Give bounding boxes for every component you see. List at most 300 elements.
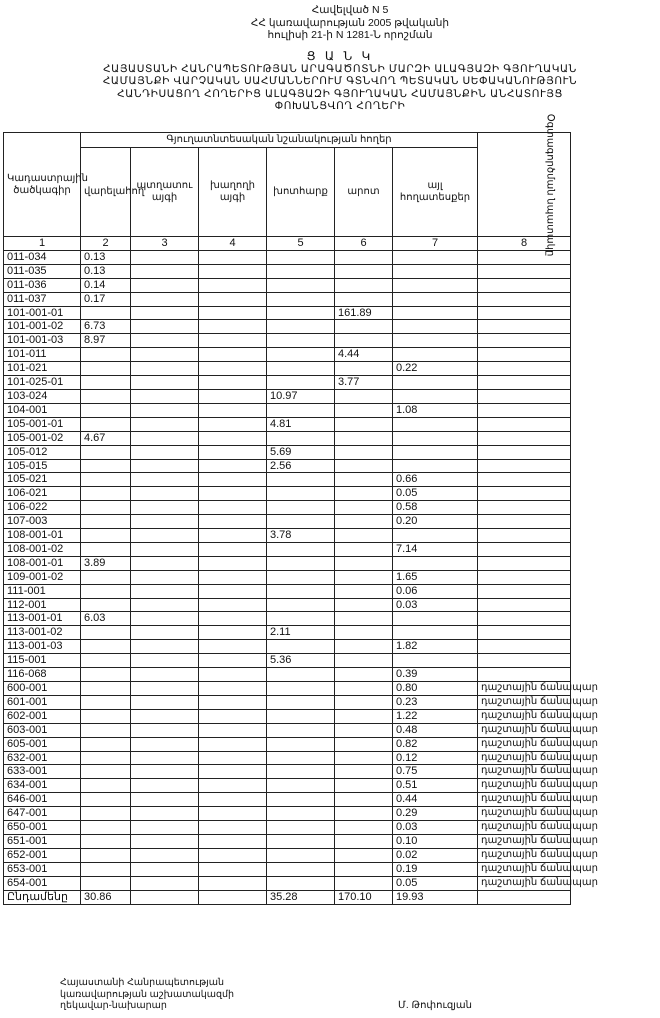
arable-value: 0.13 [81,250,131,264]
vineyard-value [199,709,267,723]
total-purpose [478,890,571,904]
table-row [4,487,571,501]
orchard-value [131,459,199,473]
other-value [393,556,478,570]
arable-value [81,834,131,848]
pasture-value [335,640,393,654]
pasture-value [335,389,393,403]
pasture-value [335,807,393,821]
hayfield-value [267,737,335,751]
pasture-value [335,584,393,598]
cadastral-code: 011-035 [4,264,81,278]
footer-line-1: Հայաստանի Հանրապետության [60,977,224,988]
arable-value [81,723,131,737]
other-value: 0.03 [393,598,478,612]
table-row [4,695,571,709]
hayfield-value [267,793,335,807]
annex-line-3: հուլիսի 21-ի N 1281-Ն որոշման [267,29,433,41]
other-value: 7.14 [393,542,478,556]
hayfield-value [267,612,335,626]
purpose-value: դաշտային ճանապար [478,765,571,779]
arable-value [81,668,131,682]
header-hayfield: խոտհարք [267,148,335,237]
orchard-value [131,723,199,737]
pasture-value [335,821,393,835]
table-row [4,362,571,376]
table-row [4,709,571,723]
other-value: 0.75 [393,765,478,779]
arable-value [81,779,131,793]
table-row [4,501,571,515]
table-row [4,668,571,682]
other-value: 0.66 [393,473,478,487]
arable-value [81,682,131,696]
purpose-value [478,570,571,584]
table-row [4,584,571,598]
other-value [393,417,478,431]
table-row [4,807,571,821]
purpose-value [478,264,571,278]
header-agricultural-group: Գյուղատնտեսական նշանակության հողեր [81,133,478,148]
vineyard-value [199,403,267,417]
orchard-value [131,278,199,292]
pasture-value [335,264,393,278]
table-row [4,862,571,876]
pasture-value [335,445,393,459]
other-value: 0.29 [393,807,478,821]
vineyard-value [199,501,267,515]
other-value: 0.39 [393,668,478,682]
vineyard-value [199,376,267,390]
purpose-value [478,389,571,403]
annex-line-1: Հավելված N 5 [311,4,389,16]
vineyard-value [199,862,267,876]
pasture-value [335,278,393,292]
arable-value [81,695,131,709]
hayfield-value [267,362,335,376]
hayfield-value [267,848,335,862]
table-row [4,598,571,612]
cadastral-code: 105-001-02 [4,431,81,445]
hayfield-value [267,584,335,598]
orchard-value [131,264,199,278]
cadastral-code: 632-001 [4,751,81,765]
vineyard-value [199,250,267,264]
purpose-value [478,626,571,640]
cadastral-code: 105-001-01 [4,417,81,431]
cadastral-code: 101-011 [4,348,81,362]
purpose-value: դաշտային ճանապար [478,751,571,765]
orchard-value [131,431,199,445]
vineyard-value [199,389,267,403]
other-value [393,348,478,362]
cadastral-code: 654-001 [4,876,81,890]
purpose-value: դաշտային ճանապար [478,723,571,737]
cadastral-code: 101-001-01 [4,306,81,320]
cadastral-code: 101-021 [4,362,81,376]
vineyard-value [199,292,267,306]
purpose-value: դաշտային ճանապար [478,695,571,709]
footer-signature-block [60,977,234,1012]
cadastral-code: 651-001 [4,834,81,848]
vineyard-value [199,264,267,278]
table-row [4,821,571,835]
header-purpose-label: Օգտագործման նպատակը [544,113,556,256]
orchard-value [131,584,199,598]
arable-value [81,709,131,723]
purpose-value [478,376,571,390]
pasture-value [335,612,393,626]
other-value [393,654,478,668]
col-number: 4 [199,237,267,251]
orchard-value [131,682,199,696]
orchard-value [131,389,199,403]
arable-value: 0.17 [81,292,131,306]
orchard-value [131,417,199,431]
hayfield-value [267,821,335,835]
orchard-value [131,640,199,654]
purpose-value [478,501,571,515]
table-row [4,445,571,459]
vineyard-value [199,334,267,348]
other-value [393,264,478,278]
header-cadastral: Կադաստրային ծածկագիր [4,133,81,237]
vineyard-value [199,584,267,598]
pasture-value [335,779,393,793]
vineyard-value [199,473,267,487]
pasture-value [335,723,393,737]
hayfield-value [267,640,335,654]
cadastral-code: 109-001-02 [4,570,81,584]
table-row [4,834,571,848]
pasture-value [335,542,393,556]
hayfield-value [267,264,335,278]
table-row [4,334,571,348]
hayfield-value [267,473,335,487]
purpose-value [478,306,571,320]
arable-value [81,598,131,612]
arable-value [81,306,131,320]
purpose-value [478,473,571,487]
hayfield-value [267,431,335,445]
arable-value: 6.73 [81,320,131,334]
total-hayfield: 35.28 [267,890,335,904]
arable-value [81,529,131,543]
other-value [393,459,478,473]
purpose-value: դաշտային ճանապար [478,793,571,807]
vineyard-value [199,459,267,473]
pasture-value [335,459,393,473]
hayfield-value: 3.78 [267,529,335,543]
hayfield-value [267,487,335,501]
arable-value [81,876,131,890]
hayfield-value [267,542,335,556]
arable-value [81,862,131,876]
other-value [393,626,478,640]
cadastral-code: 650-001 [4,821,81,835]
table-row [4,612,571,626]
pasture-value [335,320,393,334]
hayfield-value [267,598,335,612]
table-row [4,306,571,320]
table-row [4,542,571,556]
arable-value [81,751,131,765]
other-value: 0.80 [393,682,478,696]
pasture-value [335,654,393,668]
arable-value: 0.14 [81,278,131,292]
orchard-value [131,765,199,779]
table-row [4,556,571,570]
orchard-value [131,862,199,876]
cadastral-code: 634-001 [4,779,81,793]
table-row [4,570,571,584]
table-row [4,779,571,793]
purpose-value [478,612,571,626]
purpose-value [478,403,571,417]
other-value [393,306,478,320]
pasture-value [335,598,393,612]
table-row [4,459,571,473]
pasture-value [335,626,393,640]
vineyard-value [199,320,267,334]
header-vineyard: խաղողի այգի [199,148,267,237]
purpose-value [478,459,571,473]
pasture-value [335,431,393,445]
table-row [4,723,571,737]
pasture-value [335,362,393,376]
pasture-value [335,695,393,709]
table-row [4,793,571,807]
vineyard-value [199,793,267,807]
table-row [4,278,571,292]
hayfield-value [267,403,335,417]
vineyard-value [199,695,267,709]
table-row [4,417,571,431]
vineyard-value [199,306,267,320]
purpose-value [478,431,571,445]
pasture-value [335,556,393,570]
orchard-value [131,445,199,459]
purpose-value [478,292,571,306]
cadastral-code: 113-001-03 [4,640,81,654]
table-row [4,431,571,445]
arable-value: 0.13 [81,264,131,278]
cadastral-code: 646-001 [4,793,81,807]
purpose-value [478,487,571,501]
pasture-value [335,709,393,723]
col-number: 1 [4,237,81,251]
vineyard-value [199,362,267,376]
orchard-value [131,292,199,306]
hayfield-value [267,376,335,390]
pasture-value [335,737,393,751]
pasture-value [335,515,393,529]
arable-value [81,459,131,473]
arable-value [81,765,131,779]
pasture-value [335,682,393,696]
pasture-value [335,417,393,431]
hayfield-value [267,779,335,793]
other-value [393,292,478,306]
orchard-value [131,320,199,334]
vineyard-value [199,626,267,640]
pasture-value [335,848,393,862]
cadastral-code: 111-001 [4,584,81,598]
vineyard-value [199,765,267,779]
cadastral-code: 105-021 [4,473,81,487]
cadastral-code: 647-001 [4,807,81,821]
cadastral-code: 112-001 [4,598,81,612]
table-row [4,376,571,390]
arable-value [81,389,131,403]
col-number: 8 [478,237,571,251]
cadastral-code: 605-001 [4,737,81,751]
cadastral-code: 103-024 [4,389,81,403]
table-row [4,389,571,403]
cadastral-code: 011-037 [4,292,81,306]
purpose-value [478,529,571,543]
cadastral-code: 652-001 [4,848,81,862]
hayfield-value [267,723,335,737]
vineyard-value [199,542,267,556]
pasture-value [335,765,393,779]
cadastral-code: 653-001 [4,862,81,876]
hayfield-value [267,334,335,348]
cadastral-code: 115-001 [4,654,81,668]
other-value: 0.03 [393,821,478,835]
hayfield-value: 5.36 [267,654,335,668]
cadastral-code: 101-001-03 [4,334,81,348]
orchard-value [131,556,199,570]
cadastral-code: 101-001-02 [4,320,81,334]
other-value [393,320,478,334]
pasture-value [335,529,393,543]
purpose-value [478,598,571,612]
other-value: 1.22 [393,709,478,723]
signer-name: Մ. Թոփուզյան [398,1000,472,1011]
header-arable: վարելահող [81,148,131,237]
total-vineyard [199,890,267,904]
purpose-value [478,278,571,292]
vineyard-value [199,612,267,626]
column-numbers-row [4,237,571,251]
table-row [4,751,571,765]
footer-line-3: ղեկավար-նախարար [60,1000,167,1011]
other-value: 0.02 [393,848,478,862]
orchard-value [131,626,199,640]
vineyard-value [199,779,267,793]
orchard-value [131,709,199,723]
orchard-value [131,403,199,417]
other-value: 0.05 [393,487,478,501]
other-value [393,445,478,459]
arable-value [81,626,131,640]
footer-line-2: կառավարության աշխատակազմի [60,988,235,1000]
orchard-value [131,348,199,362]
vineyard-value [199,431,267,445]
other-value: 0.58 [393,501,478,515]
cadastral-code: 105-012 [4,445,81,459]
arable-value [81,348,131,362]
hayfield-value: 5.69 [267,445,335,459]
vineyard-value [199,487,267,501]
pasture-value [335,570,393,584]
cadastral-code: 106-022 [4,501,81,515]
table-body [4,237,598,891]
orchard-value [131,542,199,556]
orchard-value [131,834,199,848]
document-title [60,50,620,113]
purpose-value [478,334,571,348]
pasture-value [335,876,393,890]
header-other: այլ հողատեսքեր [393,148,478,237]
vineyard-value [199,417,267,431]
arable-value [81,417,131,431]
vineyard-value [199,668,267,682]
vineyard-value [199,682,267,696]
arable-value [81,640,131,654]
other-value: 0.44 [393,793,478,807]
vineyard-value [199,848,267,862]
other-value [393,250,478,264]
arable-value [81,473,131,487]
orchard-value [131,250,199,264]
pasture-value [335,862,393,876]
hayfield-value [267,751,335,765]
hayfield-value [267,807,335,821]
pasture-value: 161.89 [335,306,393,320]
vineyard-value [199,821,267,835]
purpose-value [478,668,571,682]
other-value [393,278,478,292]
vineyard-value [199,278,267,292]
vineyard-value [199,834,267,848]
total-orchard [131,890,199,904]
totals-row [4,890,571,904]
orchard-value [131,807,199,821]
purpose-value [478,640,571,654]
pasture-value [335,487,393,501]
arable-value [81,542,131,556]
hayfield-value [267,876,335,890]
cadastral-code: 108-001-01 [4,556,81,570]
orchard-value [131,334,199,348]
cadastral-code: 116-068 [4,668,81,682]
other-value: 0.12 [393,751,478,765]
orchard-value [131,737,199,751]
hayfield-value [267,668,335,682]
pasture-value [335,403,393,417]
hayfield-value [267,682,335,696]
purpose-value [478,654,571,668]
cadastral-code: 108-001-02 [4,542,81,556]
arable-value: 4.67 [81,431,131,445]
cadastral-code: 601-001 [4,695,81,709]
orchard-value [131,876,199,890]
hayfield-value [267,709,335,723]
orchard-value [131,793,199,807]
purpose-value: դաշտային ճանապար [478,807,571,821]
table-row [4,264,571,278]
arable-value [81,515,131,529]
other-value [393,376,478,390]
vineyard-value [199,556,267,570]
purpose-value [478,515,571,529]
pasture-value [335,334,393,348]
orchard-value [131,487,199,501]
orchard-value [131,695,199,709]
other-value: 1.82 [393,640,478,654]
